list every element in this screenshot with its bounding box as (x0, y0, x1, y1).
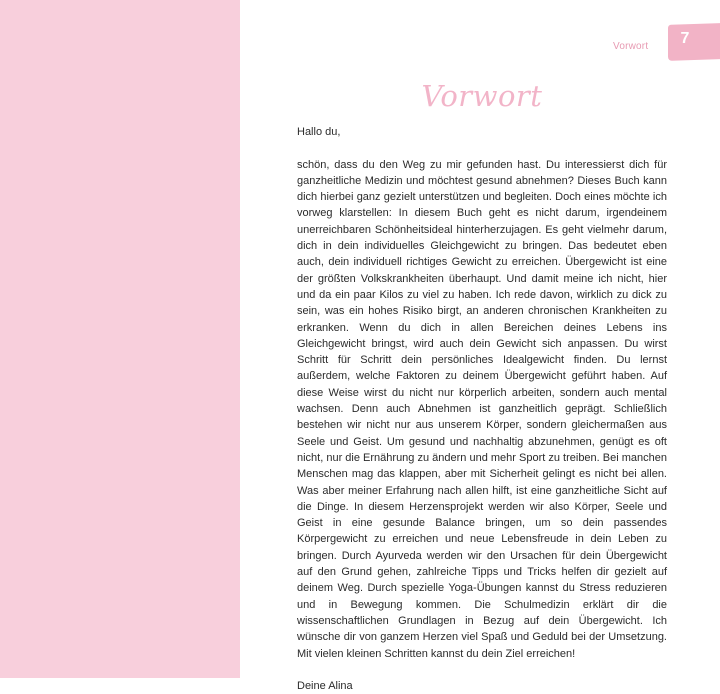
chapter-title: Vorwort (421, 79, 543, 113)
main-paragraph: schön, dass du den Weg zu mir gefunden hast. Du interessierst dich für ganzheitliche Medizin und möchtest gesund abnehmen? Dieses Buch kann dich hierbei ganz gezielt unterstützen und begleiten. Doch eines möchte ich vorweg klarstellen: In diesem Buch geht es nicht darum, irgendeinem unerreichbaren Schönheitsideal hinterherzujagen. Es geht vielmehr darum, dich in dein individuelles Gleichgewicht zu bringen. Das bedeutet eben auch, dein individuell richtiges Gewicht zu erreichen. Übergewicht ist eine der größten Volkskrankheiten überhaupt. Und damit meine ich nicht, hier und da ein paar Kilos zu viel zu haben. Ich rede davon, wirklich zu dick zu sein, was ein hohes Risiko birgt, an anderen chronischen Krankheiten zu erkranken. Wenn du dich in allen Bereichen deines Lebens ins Gleichgewicht bringst, wird auch dein Gewicht sich anpassen. Du wirst Schritt für Schritt dein persönliches Idealgewicht finden. Du lernst außerdem, welche Faktoren zu deinem Übergewicht geführt haben. Auf diese Weise wirst du nicht nur körperlich arbeiten, sondern auch mental wachsen. Denn auch Abnehmen ist ganzheitlich geprägt. Schließlich bestehen wir nicht nur aus unserem Körper, sondern gleichermaßen aus Seele und Geist. Um gesund und nachhaltig abzunehmen, genügt es oft nicht, nur die Ernährung zu ändern und mehr Sport zu treiben. Bei manchen Menschen mag das klappen, aber mit Sicherheit gelingt es nicht bei allen. Was aber meiner Erfahrung nach allen hilft, ist eine ganzheitliche Sicht auf die Dinge. In diesem Herzensprojekt werden wir also Körper, Seele und Geist in eine gesunde Balance bringen, um so dein passendes Körpergewicht zu erreichen und neue Lebensfreude in dein Leben zu bringen. Durch Ayurveda werden wir den Ursachen für dein Übergewicht auf den Grund gehen, zahlreiche Tipps und Tricks helfen dir gezielt auf deinem Weg. Durch spezielle Yoga-Übungen kannst du Stress reduzieren und in Bewegung kommen. Die Schulmedizin erklärt dir die wissenschaftlichen Grundlagen in Bezug auf dein Übergewicht. Ich wünsche dir von ganzem Herzen viel Spaß und Geduld bei der Umsetzung. Mit vielen kleinen Schritten kannst du dein Ziel erreichen! (297, 158, 667, 660)
left-color-panel (0, 0, 240, 678)
body-text (297, 124, 667, 694)
greeting: Hallo du, (297, 126, 341, 138)
signature: Deine Alina (297, 680, 353, 693)
running-head: Vorwort (613, 41, 649, 52)
page-number: 7 (680, 30, 690, 47)
